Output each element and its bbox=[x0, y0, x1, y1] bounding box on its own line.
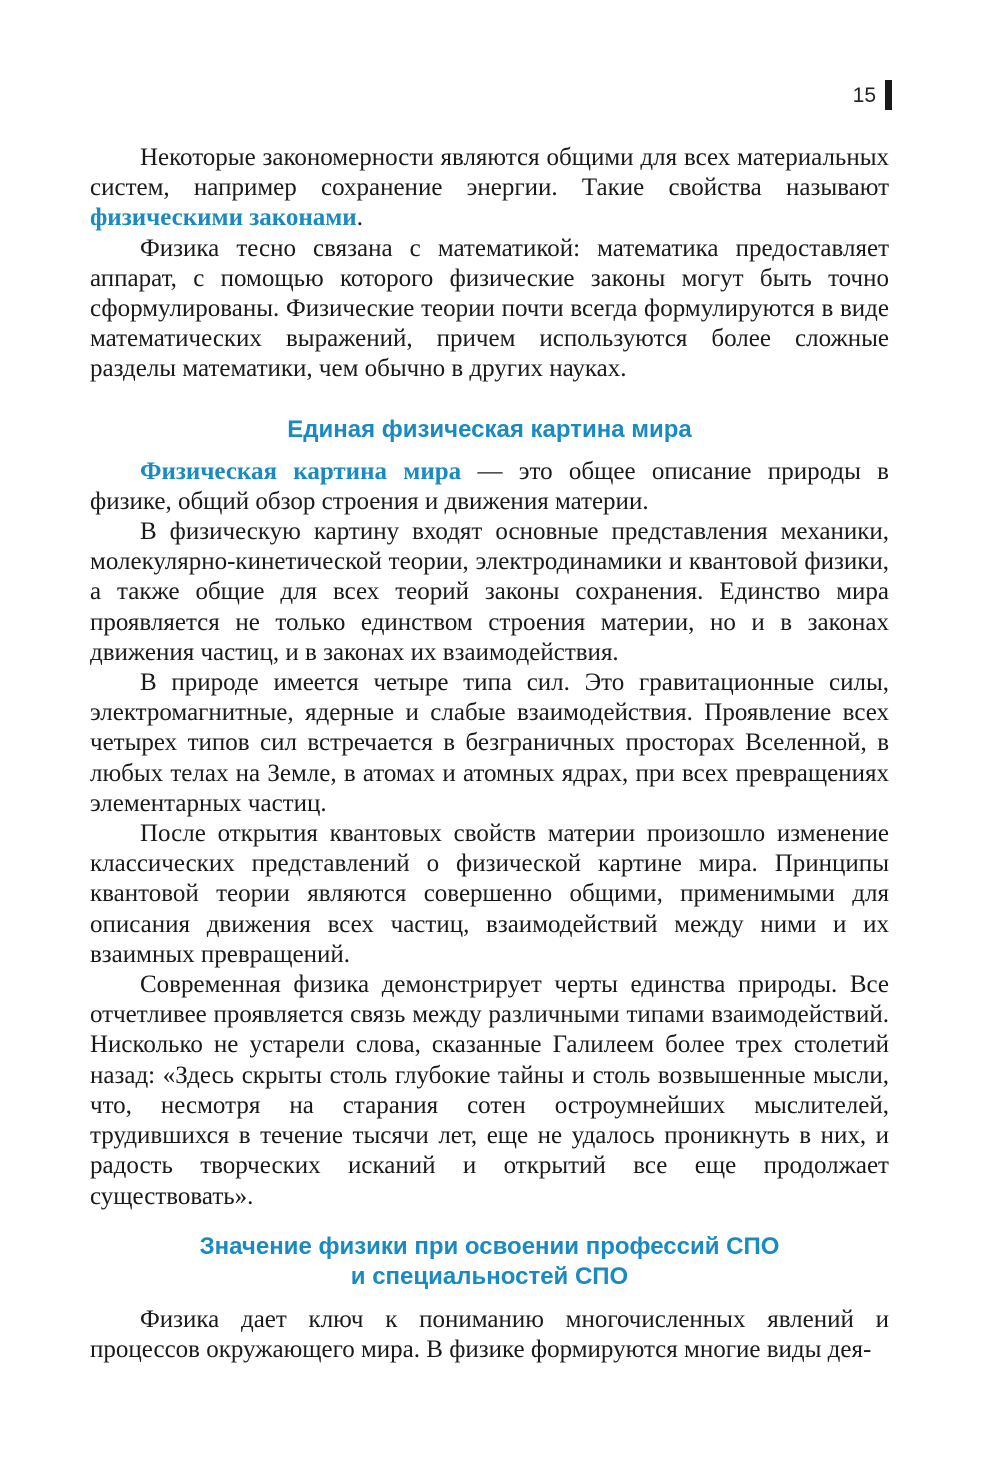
paragraph-quantum-properties: После открытия квантовых свойств материи произошло изменение классических представлений о физической картине мира. Принципы квантовой теории являются совершенно общими, применимыми для описания движения всех частиц, взаимодействий между ними и их взаимных превращений. bbox=[90, 820, 889, 968]
term-world-picture: Физическая картина мира bbox=[140, 457, 462, 485]
term-physical-laws: физическими законами bbox=[90, 204, 357, 232]
page-content bbox=[90, 143, 889, 1365]
page-number: 15 bbox=[852, 83, 876, 107]
paragraph-physics-key: Физика дает ключ к пониманию многочисленных явлений и процессов окружающего мира. В физике формируются многие виды дея- bbox=[90, 1305, 889, 1363]
paragraph-galileo-quote: Современная физика демонстрирует черты единства природы. Все отчетливее проявляется связь между различными типами взаимодействий. Нисколько не устарели слова, сказанные Галилеем более трех столетий назад: «Здесь скрыты столь глубокие тайны и столь возвышенные мысли, что, несмотря на старания сотен остроумнейших мыслителей, трудившихся в течение тысячи лет, еще не удалось проникнуть в них, и радость творческих исканий и открытий все еще продолжает существовать». bbox=[90, 971, 889, 1210]
paragraph-text-end: . bbox=[356, 204, 363, 232]
section-heading-physics-importance bbox=[90, 1232, 889, 1292]
paragraph-four-forces: В природе имеется четыре типа сил. Это гравитационные силы, электромагнитные, ядерные и слабые взаимодействия. Проявление всех четырех типов сил встречается в безграничных просторах Вселенной, в любых телах на Земле, в атомах и атомных ядрах, при всех превращениях элементарных частиц. bbox=[90, 669, 889, 817]
paragraph-text: Некоторые закономерности являются общими для всех материальных систем, например сохранение энергии. Такие свойства называют bbox=[90, 144, 889, 202]
page-number-area bbox=[853, 80, 892, 110]
page-marker-bar bbox=[885, 80, 892, 110]
paragraph-physical-laws bbox=[90, 143, 889, 234]
paragraph-world-picture-definition bbox=[90, 457, 889, 517]
paragraph-physics-math: Физика тесно связана с математикой: математика предоставляет аппарат, с помощью которого физические законы могут быть точно сформулированы. Физические теории почти всегда формулируются в виде математических выражений, причем используются более сложные разделы математики, чем обычно в других науках. bbox=[90, 234, 889, 383]
paragraph-text: — это общее описание природы в физике, общий обзор строения и движения материи. bbox=[90, 457, 889, 515]
heading-line-1: Значение физики при освоении профессий СПО bbox=[199, 1232, 780, 1260]
section-heading-world-picture: Единая физическая картина мира bbox=[287, 415, 692, 443]
paragraph-world-picture-content: В физическую картину входят основные представления механики, молекулярно-кинетической теории, электродинамики и квантовой физики, а также общие для всех теорий законы сохранения. Единство мира проявляется не только единством строения материи, но и в законах движения частиц, и в законах их взаимодействия. bbox=[90, 518, 889, 666]
heading-line-2: и специальностей СПО bbox=[350, 1262, 629, 1290]
